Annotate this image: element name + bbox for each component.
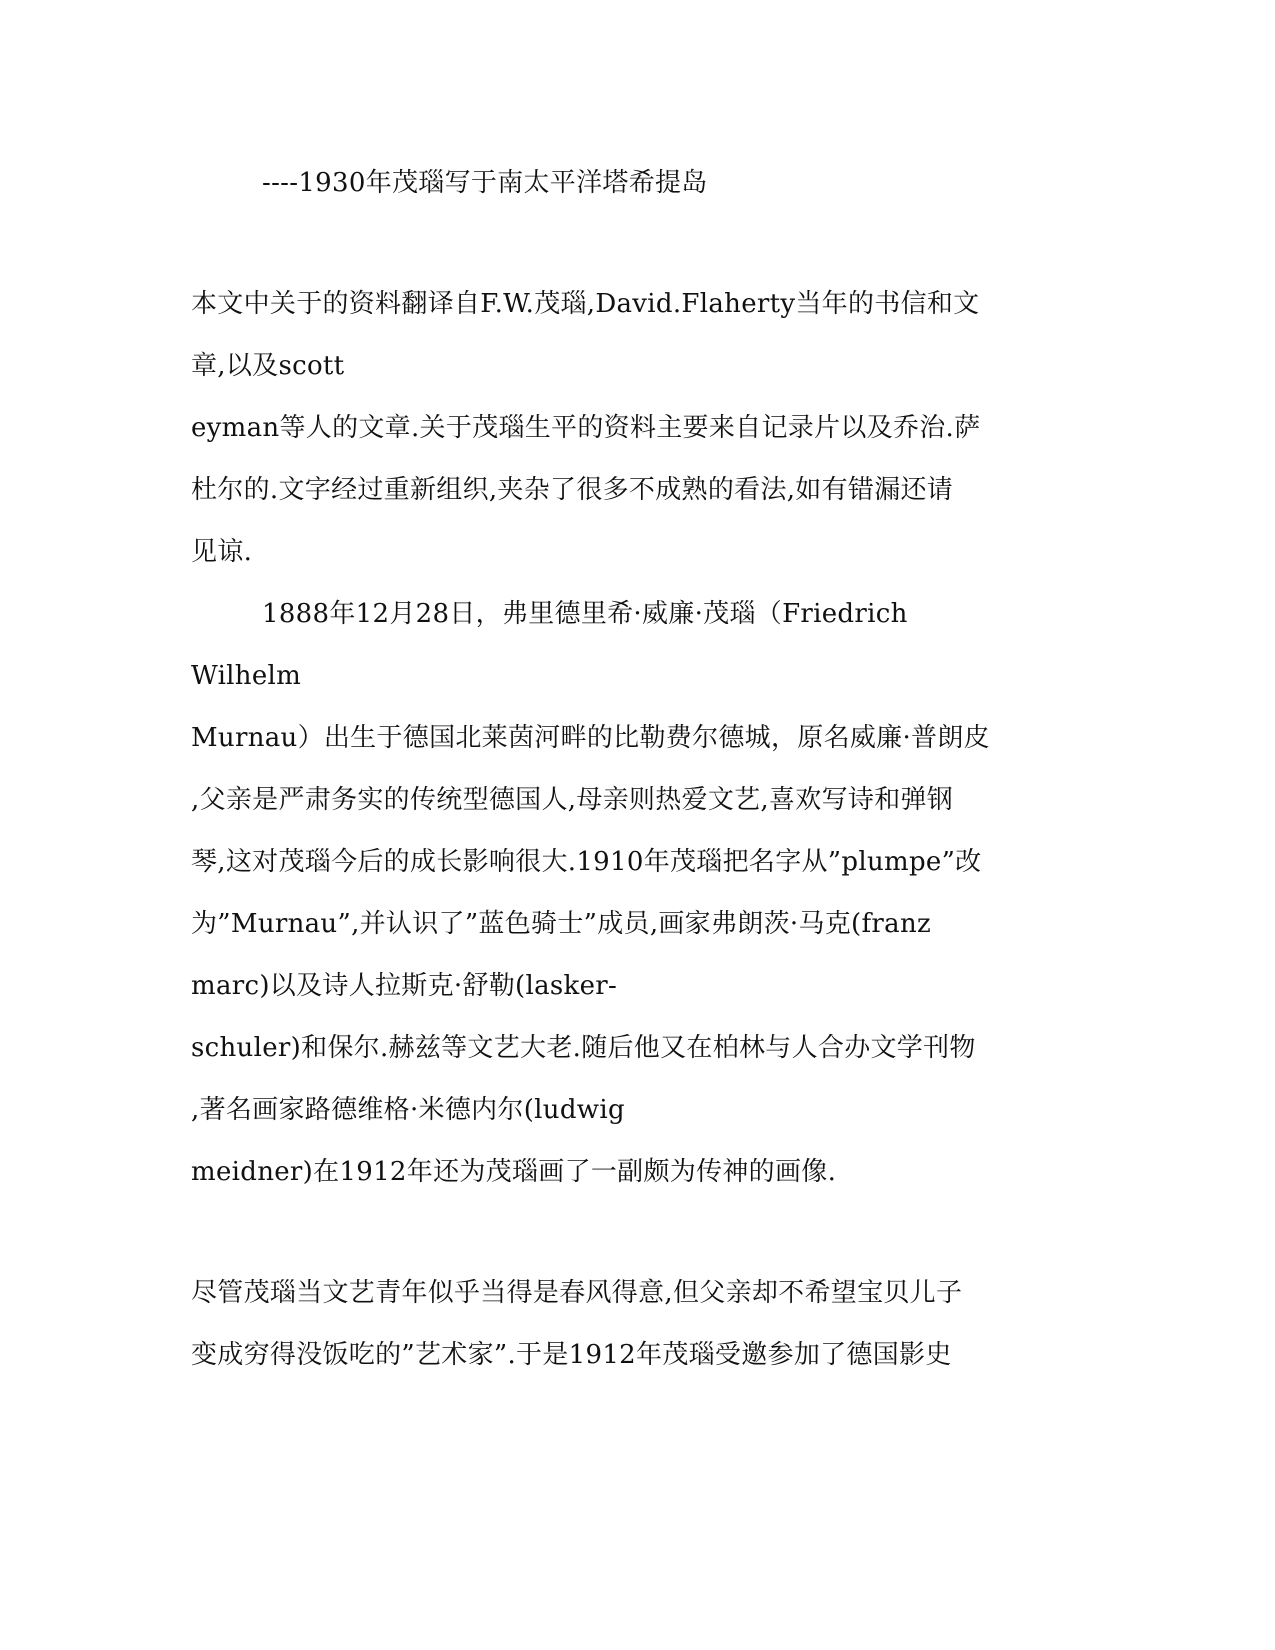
biography-line: Murnau）出生于德国北莱茵河畔的比勒费尔德城，原名威廉·普朗皮 [191, 723, 990, 753]
signature-line: ----1930年茂瑙写于南太平洋塔希提岛 [262, 168, 708, 198]
continuation-line: 变成穷得没饭吃的”艺术家”.于是1912年茂瑙受邀参加了德国影史 [191, 1340, 952, 1370]
biography-line: ,著名画家路德维格·米德内尔(ludwig [191, 1095, 625, 1125]
biography-line: ,父亲是严肃务实的传统型德国人,母亲则热爱文艺,喜欢写诗和弹钢 [191, 785, 954, 815]
biography-line: schuler)和保尔.赫兹等文艺大老.随后他又在柏林与人合办文学刊物 [191, 1033, 976, 1063]
biography-line: 1888年12月28日，弗里德里希·威廉·茂瑙（Friedrich [262, 599, 908, 629]
preface-line: 见谅. [191, 537, 253, 567]
preface-line: eyman等人的文章.关于茂瑙生平的资料主要来自记录片以及乔治.萨 [191, 413, 981, 443]
preface-line: 章,以及scott [191, 351, 345, 381]
biography-line: 为”Murnau”,并认识了”蓝色骑士”成员,画家弗朗茨·马克(franz [191, 909, 931, 939]
biography-line: meidner)在1912年还为茂瑙画了一副颇为传神的画像. [191, 1157, 837, 1187]
preface-line: 杜尔的.文字经过重新组织,夹杂了很多不成熟的看法,如有错漏还请 [191, 475, 954, 505]
biography-line: 琴,这对茂瑙今后的成长影响很大.1910年茂瑙把名字从”plumpe”改 [191, 847, 982, 877]
preface-line: 本文中关于的资料翻译自F.W.茂瑙,David.Flaherty当年的书信和文 [191, 289, 980, 319]
continuation-line: 尽管茂瑙当文艺青年似乎当得是春风得意,但父亲却不希望宝贝儿子 [191, 1278, 963, 1308]
biography-line: Wilhelm [191, 661, 302, 691]
biography-line: marc)以及诗人拉斯克·舒勒(lasker- [191, 971, 618, 1001]
